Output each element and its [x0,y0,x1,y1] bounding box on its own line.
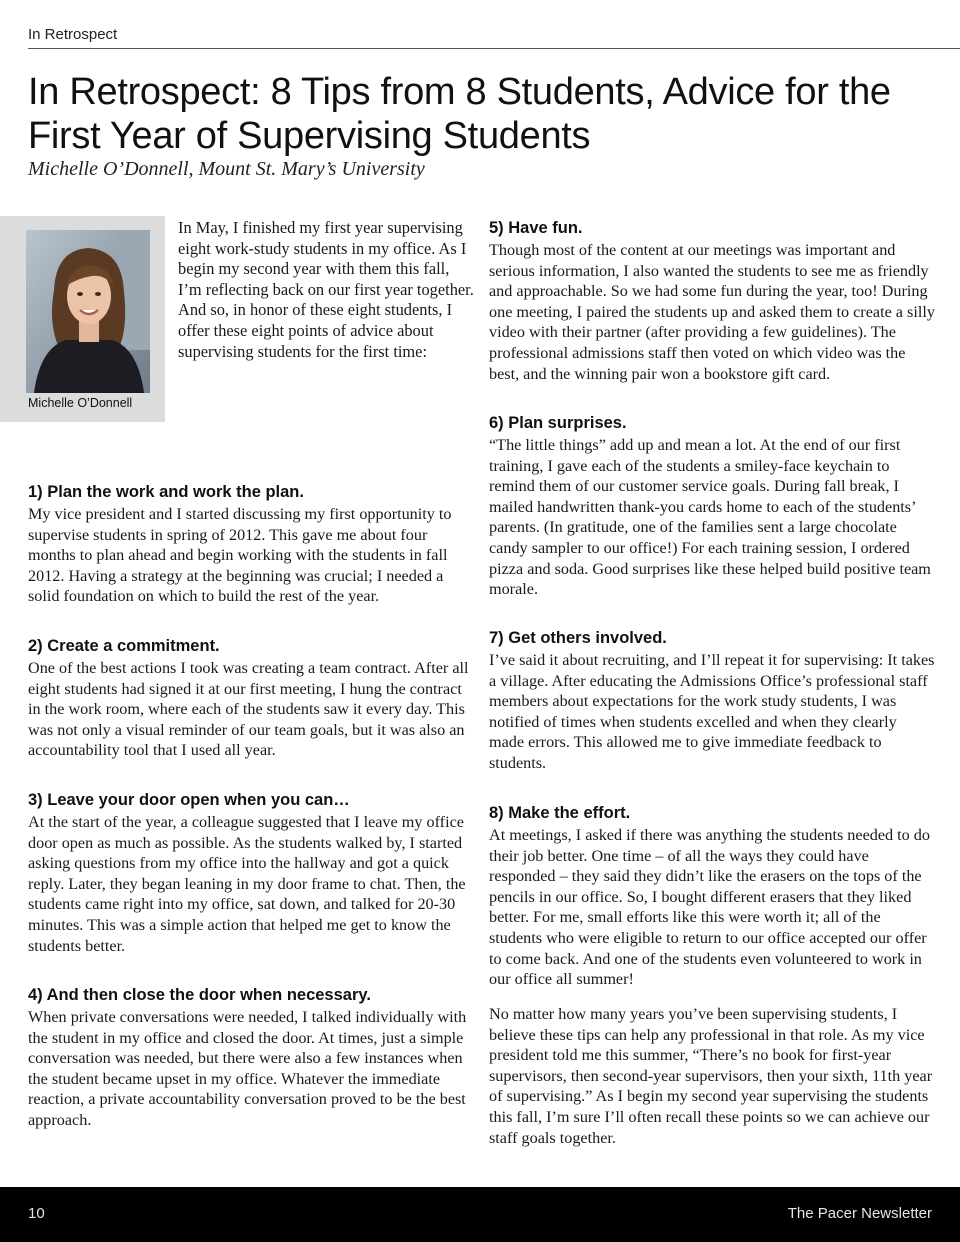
author-photo-panel [0,216,165,422]
tip-4 [28,985,476,1131]
tip-body: At the start of the year, a colleague suggested that I leave my office door open as much as possible. As the students walked by, I started asking questions from my office into the hallway and got a quick reply. Later, they began leaning in my door frame to chat. Then, the students came right into my office, sat down, and talked for 20-30 minutes. This was a simple action that helped me get to know the students better. [28,813,466,955]
intro-paragraph: In May, I finished my first year supervising eight work-study students in my office. As I begin my second year with them this fall, I’m reflecting back on our first year together. And so, in honor of these eight students, I offer these eight points of advice about supervising students for the first time: [178,218,474,361]
publication-name: The Pacer Newsletter [787,1205,932,1222]
tip-6 [489,413,935,600]
article-byline: Michelle O’Donnell, Mount St. Mary’s University [28,158,425,180]
tip-7 [489,628,935,774]
article-title: In Retrospect: 8 Tips from 8 Students, Advice for the First Year of Supervising Students [28,71,891,157]
tip-1 [28,482,476,607]
tip-heading: 4) And then close the door when necessary. [28,986,371,1004]
tip-body: Though most of the content at our meetings was important and serious information, I also wanted the students to see me as friendly and approachable. So we had some fun during the year, too! During one meeting, I paired the students up and asked them to create a silly video with their partner (after providing a few guidelines). The professional admissions staff then voted on which video was the best, and the winning pair won a bookstore gift card. [489,241,935,383]
tip-body: I’ve said it about recruiting, and I’ll repeat it for supervising: It takes a village. After educating the Admissions Office’s professional staff members about expectations for the work study students, I was notified of times when students excelled and when they clearly made errors. This allowed me to give immediate feedback to students. [489,651,935,772]
tip-body: When private conversations were needed, I talked individually with the student in my office and closed the door. At times, just a simple conversation was needed, but there were also a few instances when the student became upset in my office. Whatever the immediate reaction, a private accountability conversation proved to be the best approach. [28,1008,467,1129]
page-number: 10 [28,1205,45,1222]
tip-heading: 5) Have fun. [489,219,583,237]
tip-body: One of the best actions I took was creating a team contract. After all eight students had signed it at our first meeting, I hung the contract in the work room, where each of the students saw it every day. This was not only a visual reminder of our team goals, but it was also an accountability tool that I used all year. [28,659,469,760]
portrait-illustration [26,230,150,393]
photo-caption: Michelle O’Donnell [28,396,133,410]
header-divider [28,48,960,49]
closing-paragraph: No matter how many years you’ve been supervising students, I believe these tips can help any professional in that role. As my vice president told me this summer, “There’s no book for first-year supervisors, then second-year supervisors, then your sixth, 11th year of supervising.” As I begin my second year supervising the students this fall, I’m sure I’ll often recall these points so we can achieve our staff goals together. [489,1005,933,1147]
section-label: In Retrospect [28,26,118,43]
tip-heading: 3) Leave your door open when you can… [28,791,350,809]
tip-heading: 6) Plan surprises. [489,414,627,432]
tip-heading: 1) Plan the work and work the plan. [28,483,304,501]
tip-body: My vice president and I started discussing my first opportunity to supervise students in spring of 2012. This gave me about four months to plan ahead and begin working with the students in fall 2012. Having a strategy at the beginning was crucial; I needed a solid foundation on which to build the rest of the year. [28,505,452,606]
tip-body: At meetings, I asked if there was anything the students needed to do their job better. One time – of all the ways they could have responded – they said they didn’t like the erasers on the tops of the pencils in our office. So, I bought different erasers that they liked better. For me, small efforts like this were worth it; all of the students who were eligible to return to our office accepted our offer to come back. And one of the students even volunteered to work in our office all summer! [489,826,930,989]
tip-heading: 7) Get others involved. [489,629,667,647]
tip-heading: 8) Make the effort. [489,804,631,822]
tip-2 [28,636,476,761]
tip-heading: 2) Create a commitment. [28,637,220,655]
author-photo [26,230,150,393]
tip-5 [489,218,935,384]
page-footer [0,1187,960,1242]
tip-body: “The little things” add up and mean a lot. At the end of our first training, I gave each of the students a smiley-face keychain to remind them of our customer service goals. During fall break, I mailed handwritten thank-you cards home to each of the students’ parents. (In gratitude, one of the families sent a large chocolate candy sampler to our office!) For each training session, I ordered pizza and soda. Good surprises like these helped build positive team morale. [489,436,931,599]
closing-paragraph-block [489,1004,935,1148]
tip-8 [489,803,935,990]
tip-3 [28,790,476,956]
